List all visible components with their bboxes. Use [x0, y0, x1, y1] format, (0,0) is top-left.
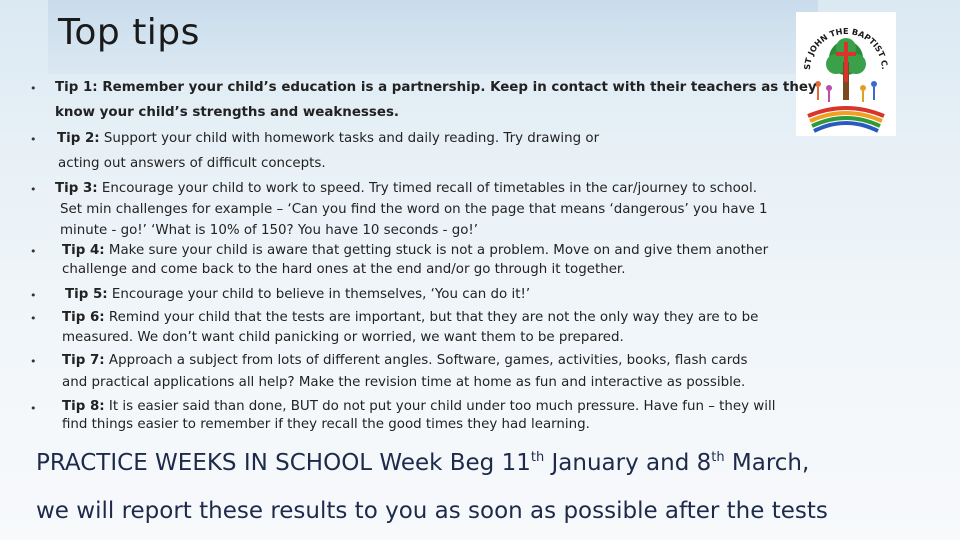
tip-text: Encourage your child to work to speed. Try timed recall of timetables in the car/journey to school.: [97, 181, 757, 196]
tip-text: Remember your child’s education is a partnership. Keep in contact with their teachers as they: [97, 80, 817, 95]
list-item: [62, 351, 748, 372]
bullet: •: [30, 245, 37, 258]
bullet: •: [30, 133, 37, 146]
tip-label: Tip 1:: [55, 80, 98, 95]
practice-text-2: January and 8: [544, 450, 712, 476]
tip-continuation: acting out answers of difficult concepts.: [58, 156, 326, 171]
bullet: •: [30, 402, 37, 415]
tip-text: Encourage your child to believe in themselves, ‘You can do it!’: [107, 287, 531, 302]
report-note: we will report these results to you as soon as possible after the tests: [36, 498, 828, 524]
tip-continuation: Set min challenges for example – ‘Can you find the word on the page that means ‘dangerous’ you have 1: [60, 202, 768, 217]
slide-title: Top tips: [58, 12, 200, 53]
ordinal-suffix: th: [711, 450, 725, 465]
tip-label: Tip 3:: [55, 181, 98, 196]
list-item: [57, 129, 599, 150]
list-item: [62, 241, 768, 262]
tip-continuation: measured. We don’t want child panicking or worried, we want them to be prepared.: [62, 330, 624, 345]
tip-continuation: know your child’s strengths and weaknesses.: [55, 105, 399, 120]
school-crest-icon: [796, 12, 896, 136]
tip-continuation: find things easier to remember if they recall the good times they had learning.: [62, 417, 590, 432]
tip-text: Approach a subject from lots of different angles. Software, games, activities, books, flash cards: [104, 353, 748, 368]
tip-text: Make sure your child is aware that getting stuck is not a problem. Move on and give them another: [104, 243, 769, 258]
tip-label: Tip 4:: [62, 243, 105, 258]
bullet: •: [30, 355, 37, 368]
tip-label: Tip 8:: [62, 399, 105, 414]
list-item: [65, 285, 530, 306]
tip-continuation: challenge and come back to the hard ones at the end and/or go through it together.: [62, 262, 626, 277]
tip-text: Remind your child that the tests are important, but that they are not the only way they are to be: [104, 310, 759, 325]
list-item: [55, 179, 757, 200]
bullet: •: [30, 82, 37, 95]
tip-continuation: and practical applications all help? Make the revision time at home as fun and interactive as possible.: [62, 375, 746, 390]
practice-weeks-note: [36, 450, 809, 476]
tip-label: Tip 6:: [62, 310, 105, 325]
tip-continuation: minute - go!’ ‘What is 10% of 150? You have 10 seconds - go!’: [60, 223, 479, 238]
practice-text-3: March,: [724, 450, 810, 476]
tip-label: Tip 5:: [65, 287, 108, 302]
practice-text-1: PRACTICE WEEKS IN SCHOOL Week Beg 11: [36, 450, 531, 476]
bullet: •: [30, 312, 37, 325]
list-item: [62, 308, 758, 329]
tip-text: It is easier said than done, BUT do not put your child under too much pressure. Have fun – they will: [104, 399, 776, 414]
bullet: •: [30, 183, 37, 196]
tip-text: Support your child with homework tasks and daily reading. Try drawing or: [99, 131, 600, 146]
school-logo: [796, 12, 896, 136]
bullet: •: [30, 289, 37, 302]
list-item: [55, 78, 817, 99]
ordinal-suffix: th: [530, 450, 545, 465]
tip-label: Tip 7:: [62, 353, 105, 368]
tip-label: Tip 2:: [57, 131, 100, 146]
svg-text:ST JOHN THE BAPTIST C.E PRIMAR: ST JOHN THE BAPTIST C.: [801, 25, 891, 71]
